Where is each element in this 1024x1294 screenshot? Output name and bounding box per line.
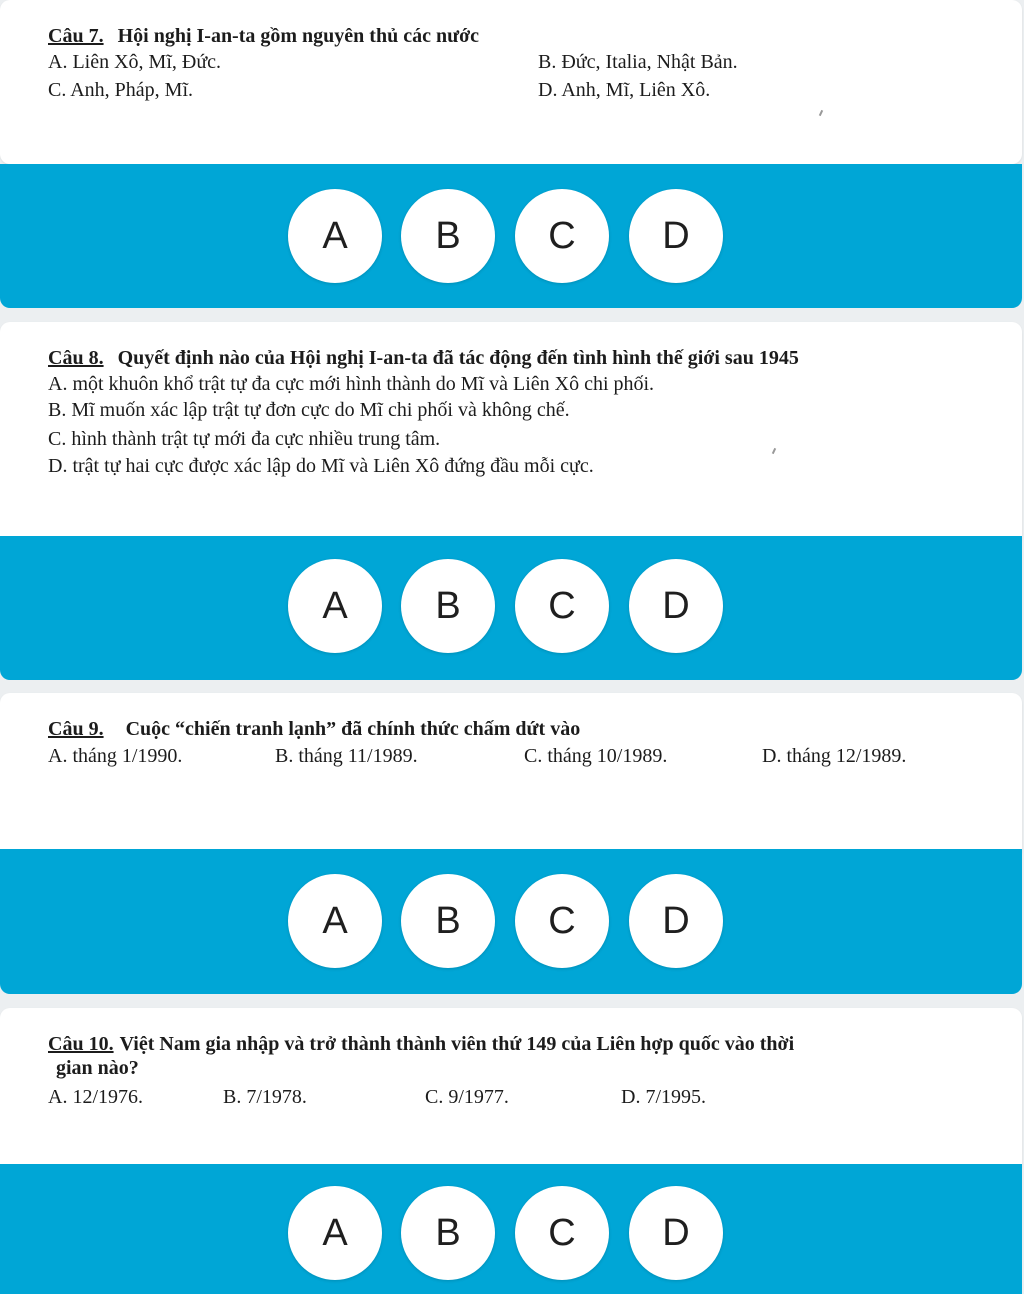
answer-d-button[interactable]: D — [629, 1186, 723, 1280]
answer-band-8 — [0, 536, 1022, 680]
question-text: Cuộc “chiến tranh lạnh” đã chính thức chấm dứt vào — [125, 718, 581, 740]
question-card-8 — [0, 322, 1022, 546]
answer-choices — [0, 1164, 1022, 1294]
answer-a-button[interactable]: A — [288, 1186, 382, 1280]
option-b: B. Mĩ muốn xác lập trật tự đơn cực do Mĩ chi phối và không chế. — [48, 399, 570, 421]
question-title — [48, 1032, 794, 1080]
option-b: B. 7/1978. — [223, 1086, 307, 1108]
answer-d-button[interactable]: D — [629, 874, 723, 968]
option-c: C. Anh, Pháp, Mĩ. — [48, 79, 194, 101]
answer-a-button[interactable]: A — [288, 874, 382, 968]
answer-b-button[interactable]: B — [401, 559, 495, 653]
answer-b-button[interactable]: B — [401, 874, 495, 968]
question-card-10 — [0, 1008, 1022, 1174]
option-a: A. 12/1976. — [48, 1086, 143, 1108]
option-a: A. tháng 1/1990. — [48, 745, 183, 767]
option-b: B. tháng 11/1989. — [275, 745, 418, 767]
question-title — [48, 717, 580, 741]
answer-choices — [0, 536, 1022, 680]
answer-c-button[interactable]: C — [515, 189, 609, 283]
option-c: C. hình thành trật tự mới đa cực nhiều trung tâm. — [48, 428, 441, 450]
answer-band-10 — [0, 1164, 1022, 1294]
question-number: Câu 8. — [48, 347, 104, 369]
answer-b-button[interactable]: B — [401, 1186, 495, 1280]
question-card-7 — [0, 0, 1022, 164]
answer-b-button[interactable]: B — [401, 189, 495, 283]
option-a: A. Liên Xô, Mĩ, Đức. — [48, 51, 222, 73]
question-text-line-2: gian nào? — [56, 1057, 139, 1079]
answer-d-button[interactable]: D — [629, 559, 723, 653]
option-b: B. Đức, Italia, Nhật Bản. — [538, 51, 738, 73]
option-a: A. một khuôn khổ trật tự đa cực mới hình thành do Mĩ và Liên Xô chi phối. — [48, 373, 655, 395]
option-d: D. Anh, Mĩ, Liên Xô. — [538, 79, 711, 101]
question-text: Quyết định nào của Hội nghị I-an-ta đã tác động đến tình hình thế giới sau 1945 — [117, 347, 799, 369]
question-text: Hội nghị I-an-ta gồm nguyên thủ các nước — [117, 25, 480, 47]
question-title — [48, 24, 479, 48]
answer-d-button[interactable]: D — [629, 189, 723, 283]
answer-a-button[interactable]: A — [288, 559, 382, 653]
option-c: C. 9/1977. — [425, 1086, 509, 1108]
answer-c-button[interactable]: C — [515, 559, 609, 653]
question-card-9 — [0, 693, 1022, 859]
question-number: Câu 9. — [48, 718, 104, 740]
answer-band-7 — [0, 164, 1022, 308]
question-number: Câu 7. — [48, 25, 104, 47]
option-d: D. trật tự hai cực được xác lập do Mĩ và Liên Xô đứng đầu mỗi cực. — [48, 455, 594, 477]
option-c: C. tháng 10/1989. — [524, 745, 668, 767]
answer-band-9 — [0, 849, 1022, 994]
option-d: D. 7/1995. — [621, 1086, 706, 1108]
answer-choices — [0, 164, 1022, 308]
question-number: Câu 10. — [48, 1033, 114, 1055]
answer-choices — [0, 849, 1022, 994]
option-d: D. tháng 12/1989. — [762, 745, 907, 767]
answer-c-button[interactable]: C — [515, 874, 609, 968]
answer-c-button[interactable]: C — [515, 1186, 609, 1280]
question-text: Việt Nam gia nhập và trở thành thành viên thứ 149 của Liên hợp quốc vào thời — [119, 1033, 795, 1055]
answer-a-button[interactable]: A — [288, 189, 382, 283]
question-title — [48, 346, 799, 370]
